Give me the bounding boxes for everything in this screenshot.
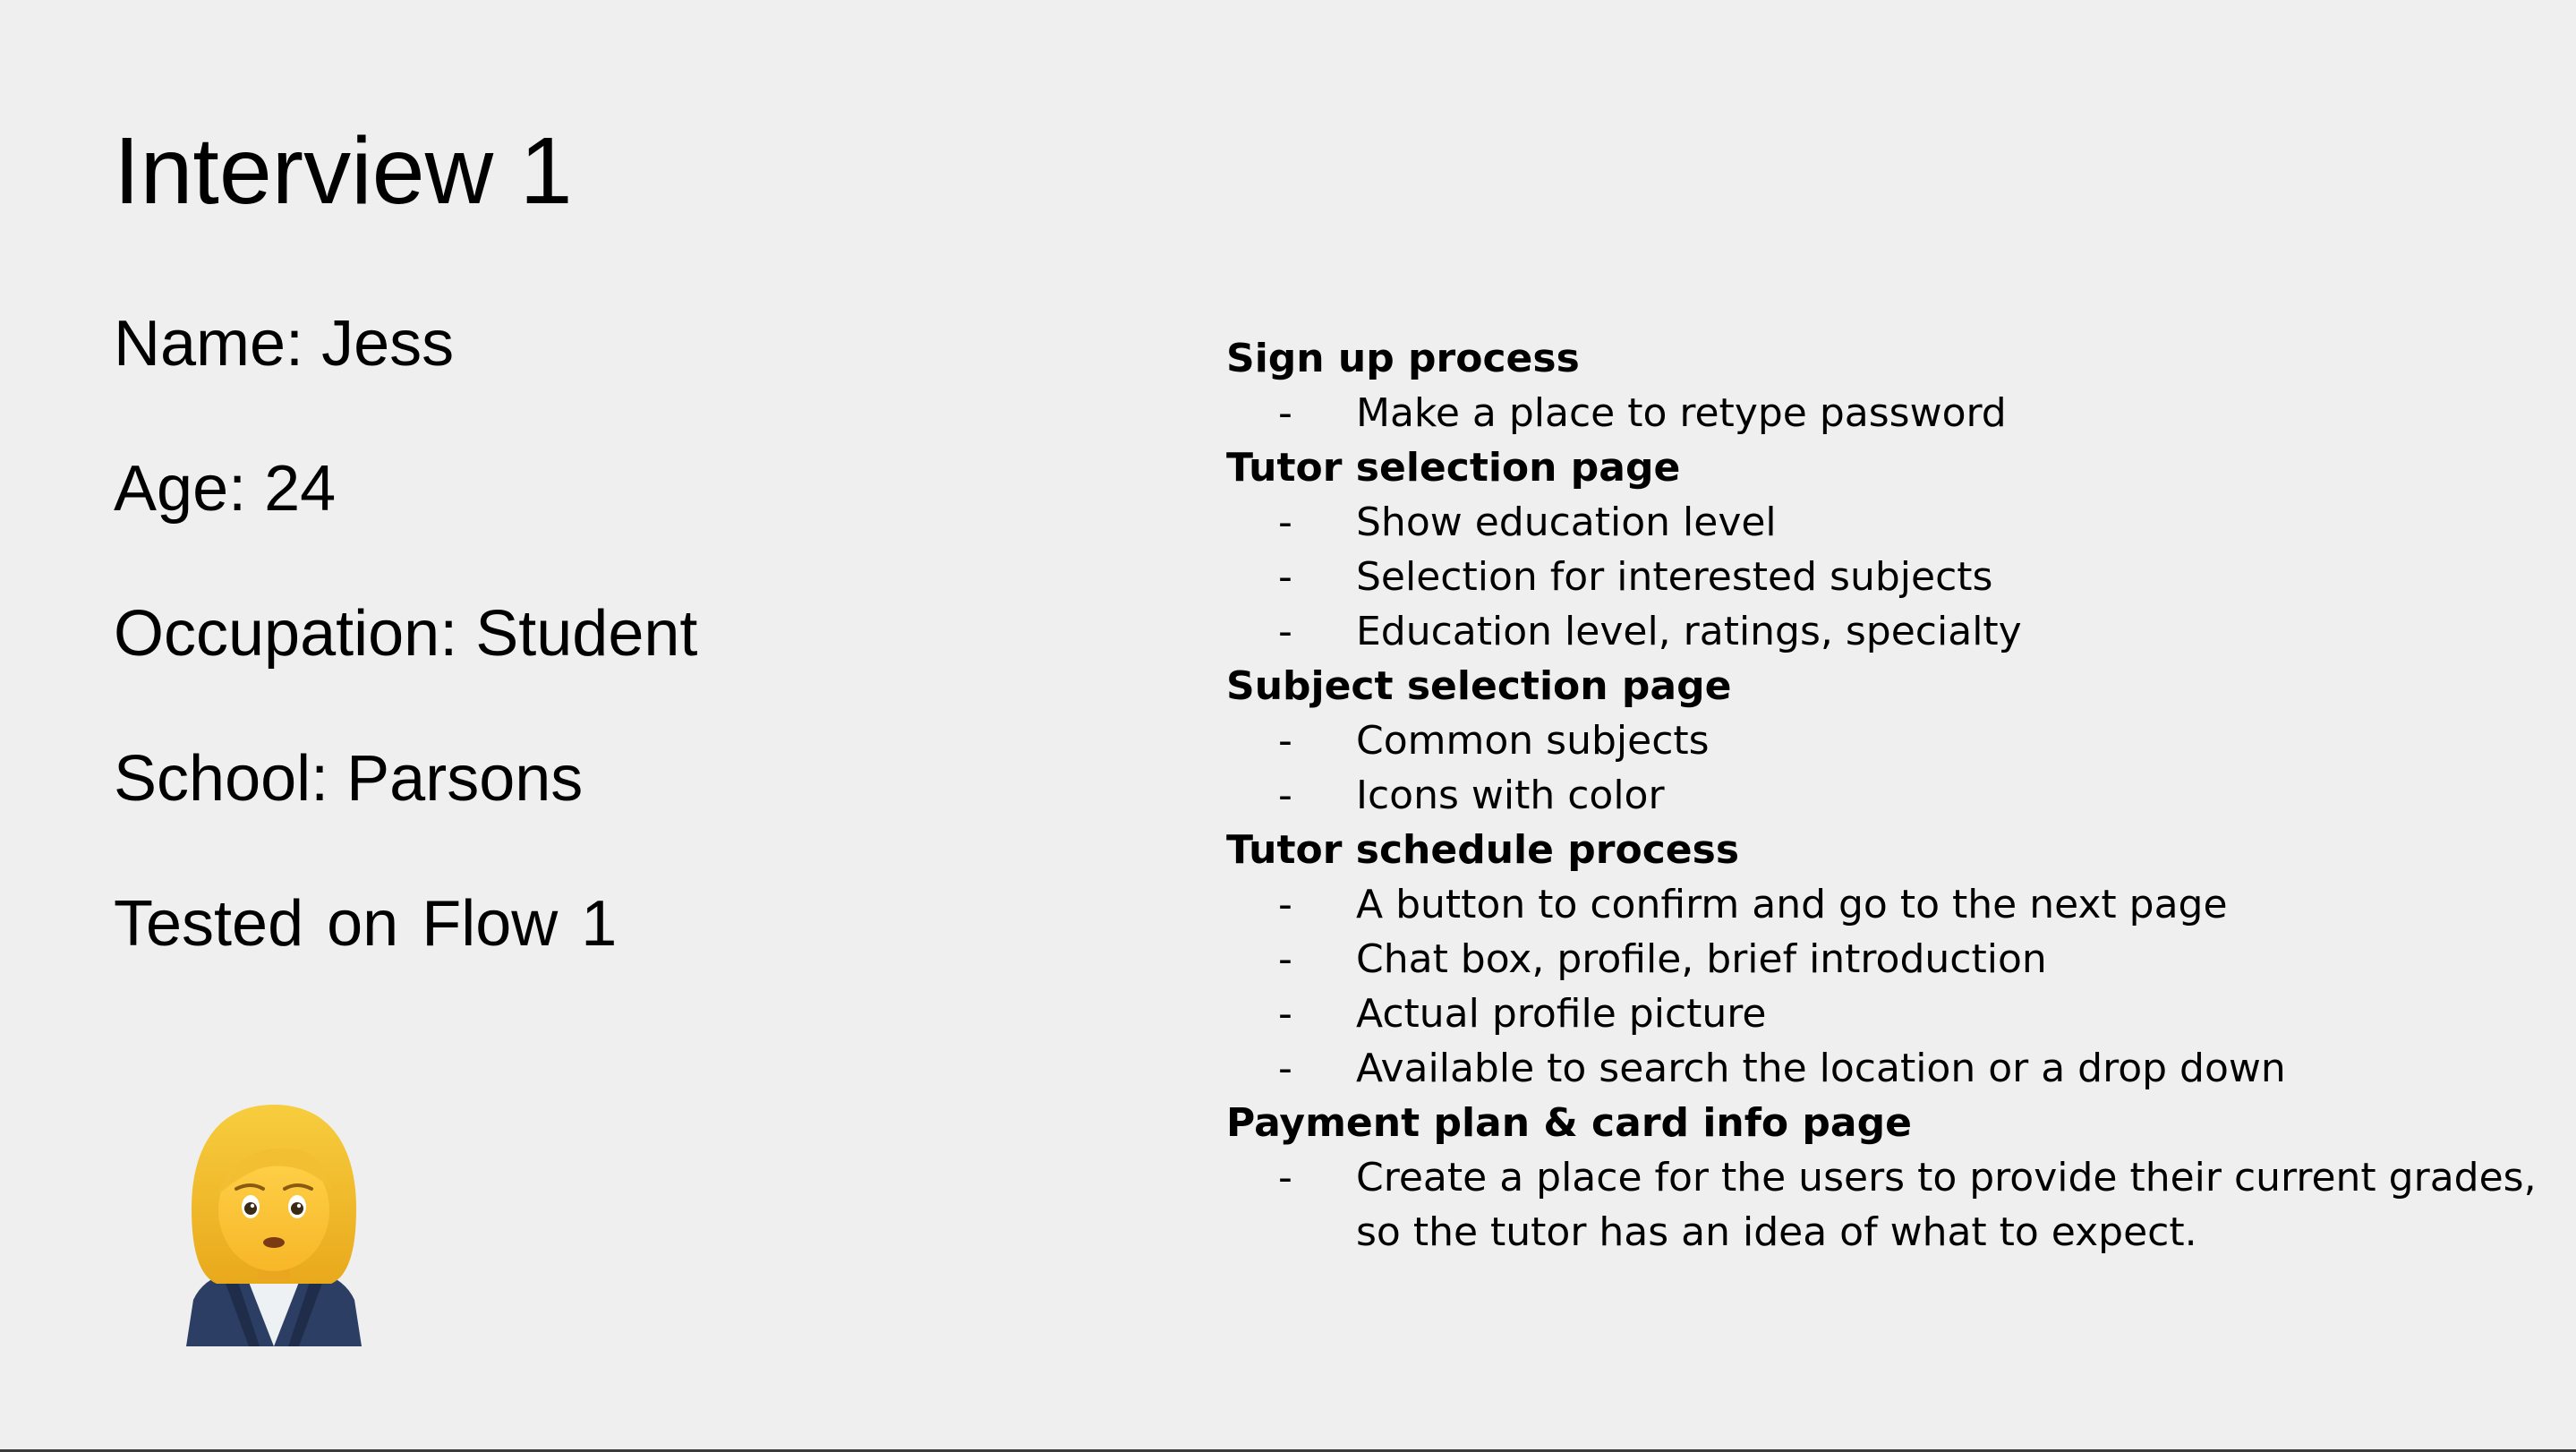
note-item [1226, 604, 2542, 659]
bullet-dash: - [1278, 609, 1292, 654]
note-item [1226, 713, 2542, 768]
bullet-dash: - [1278, 773, 1292, 818]
feedback-notes [1226, 331, 2542, 1260]
woman-emoji-icon [179, 1101, 369, 1346]
note-text: Common subjects [1356, 718, 1710, 764]
note-item [1226, 386, 2542, 440]
note-text: Education level, ratings, specialty [1356, 609, 2022, 654]
note-text: Make a place to retype password [1356, 390, 2007, 436]
note-item [1226, 877, 2542, 932]
note-item [1226, 768, 2542, 823]
note-text: Selection for interested subjects [1356, 554, 1993, 600]
profile-school: School: Parsons [114, 743, 584, 815]
bullet-dash: - [1278, 1046, 1292, 1091]
bullet-dash: - [1278, 554, 1292, 600]
slide-title: Interview 1 [114, 118, 573, 224]
note-item [1226, 550, 2542, 604]
section-heading-payment-plan: Payment plan & card info page [1226, 1100, 1912, 1146]
note-item [1226, 932, 2542, 987]
section-heading-tutor-schedule: Tutor schedule process [1226, 827, 1740, 873]
profile-name: Name: Jess [114, 308, 455, 380]
note-text: Actual profile picture [1356, 991, 1767, 1037]
note-text: Create a place for the users to provide their current grades, so the tutor has an idea of what to expect. [1356, 1155, 2537, 1255]
section-heading-tutor-selection: Tutor selection page [1226, 445, 1681, 491]
bullet-dash: - [1278, 718, 1292, 764]
note-text: Show education level [1356, 500, 1777, 545]
bullet-dash: - [1278, 991, 1292, 1037]
note-item [1226, 987, 2542, 1041]
note-text: Chat box, profile, brief introduction [1356, 936, 2047, 982]
profile-age: Age: 24 [114, 453, 337, 525]
profile-occupation: Occupation: Student [114, 598, 698, 670]
note-text: Icons with color [1356, 773, 1665, 818]
note-item [1226, 495, 2542, 550]
bullet-dash: - [1278, 936, 1292, 982]
profile-tested-flow: Tested on Flow 1 [114, 888, 618, 960]
bullet-dash: - [1278, 390, 1292, 436]
note-item [1226, 1041, 2542, 1096]
bullet-dash: - [1278, 1155, 1292, 1200]
note-item [1226, 1150, 2542, 1260]
section-heading-subject-selection: Subject selection page [1226, 663, 1732, 709]
note-text: A button to confirm and go to the next page [1356, 882, 2228, 927]
note-text: Available to search the location or a drop down [1356, 1046, 2286, 1091]
bullet-dash: - [1278, 500, 1292, 545]
section-heading-sign-up: Sign up process [1226, 336, 1580, 381]
bullet-dash: - [1278, 882, 1292, 927]
